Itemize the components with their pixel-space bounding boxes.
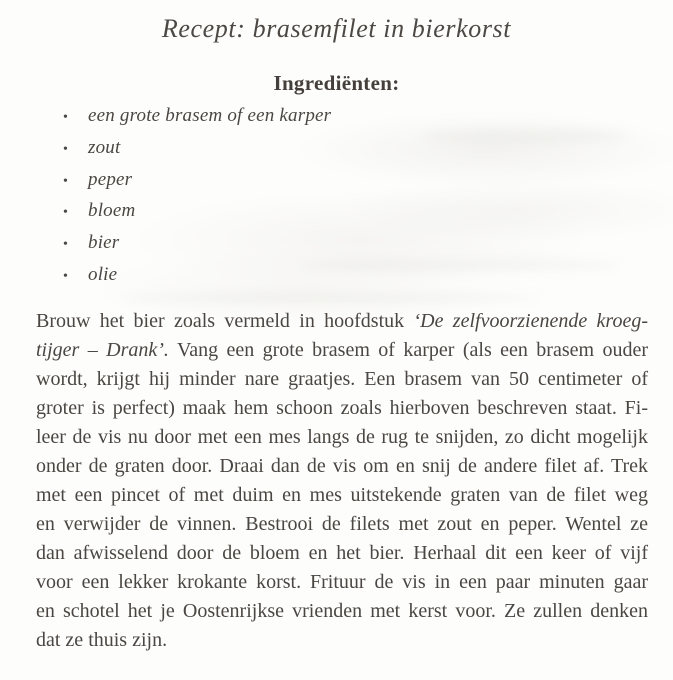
scan-showthrough-artifact bbox=[300, 258, 620, 272]
scan-showthrough-artifact bbox=[420, 128, 630, 144]
list-item bbox=[63, 101, 331, 133]
body-line: groter is perfect) maak hem schoon zoals hierboven beschreven staat. Fi- bbox=[36, 397, 648, 419]
body-line: en verwijder de vinnen. Bestrooi de filets met zout en peper. Wentel ze bbox=[36, 513, 648, 535]
instructions-paragraph bbox=[36, 307, 648, 655]
body-line: dan afwisselend door de bloem en het bier. Herhaal dit een keer of vijf bbox=[36, 542, 648, 564]
body-line bbox=[36, 336, 648, 365]
ingredient-text: zout bbox=[88, 136, 121, 158]
body-line: wordt, krijgt hij minder nare graatjes. Een brasem van 50 centimeter of bbox=[36, 368, 648, 390]
bullet-icon: • bbox=[63, 173, 69, 189]
body-line: dat ze thuis zijn. bbox=[36, 629, 168, 651]
text-run-italic: ‘De zelfvoorzienende kroeg- bbox=[413, 310, 648, 332]
ingredient-text: peper bbox=[88, 168, 133, 190]
list-item bbox=[63, 196, 331, 228]
ingredient-text: bier bbox=[88, 232, 120, 254]
body-line bbox=[36, 307, 648, 336]
body-line: en schotel het je Oostenrijkse vrienden met kerst voor. Ze zullen denken bbox=[36, 600, 648, 622]
text-run-italic: tijger – Drank’. bbox=[36, 339, 169, 361]
bullet-icon: • bbox=[63, 110, 69, 125]
text-run: Brouw het bier zoals vermeld in hoofdstuk bbox=[36, 310, 414, 332]
body-line: leer de vis nu door met een mes langs de rug te snijden, zo dicht mogelijk bbox=[36, 426, 648, 448]
list-item bbox=[63, 133, 331, 165]
scan-showthrough-artifact bbox=[120, 292, 540, 304]
list-item bbox=[63, 260, 331, 292]
list-item bbox=[63, 165, 331, 197]
ingredient-text: olie bbox=[88, 263, 118, 285]
list-item bbox=[63, 228, 331, 260]
body-line: onder de graten door. Draai dan de vis om en snij de andere filet af. Trek bbox=[36, 455, 648, 477]
ingredients-heading: Ingrediënten: bbox=[273, 71, 400, 95]
bullet-icon: • bbox=[63, 205, 69, 221]
body-line: voor een lekker krokante korst. Frituur de vis in een paar minuten gaar bbox=[36, 571, 648, 593]
body-line: met een pincet of met duim en mes uitstekende graten van de filet weg bbox=[36, 484, 648, 506]
bullet-icon: • bbox=[63, 141, 69, 157]
text-run: Vang een grote brasem of karper (als een brasem ouder bbox=[168, 339, 649, 361]
ingredient-text: een grote brasem of een karper bbox=[88, 105, 332, 126]
ingredients-list bbox=[63, 101, 331, 292]
bullet-icon: • bbox=[63, 237, 69, 253]
ingredient-text: bloem bbox=[88, 200, 136, 222]
recipe-title: Recept: brasemfilet in bierkorst bbox=[161, 14, 512, 43]
bullet-icon: • bbox=[63, 268, 69, 284]
